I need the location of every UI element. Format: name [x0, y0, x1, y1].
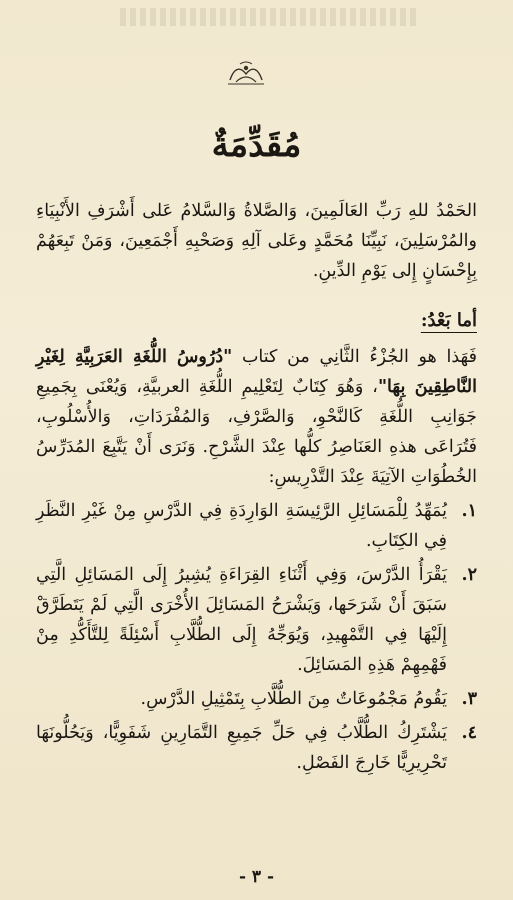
- section-heading: أما بَعْدُ:: [420, 310, 477, 331]
- book-title: "دُرُوسُ اللُّغَةِ العَرَبِيَّةِ لِغَيْرِ النَّاطِقِينَ بِهَا": [36, 347, 477, 397]
- list-item: [36, 718, 477, 778]
- list-item: [36, 560, 477, 680]
- step-text: يَقُومُ مَجْمُوعَاتٌ مِنَ الطُّلَّابِ بِتَمْثِيلِ الدَّرْسِ.: [140, 689, 447, 709]
- step-number: ١.: [461, 501, 477, 521]
- intro-text-start: فَهَذا هو الجُزْءُ الثَّانِي من كتاب: [232, 347, 477, 367]
- list-item: [36, 496, 477, 556]
- step-text: يُمَهِّدُ لِلْمَسَائِلِ الرَّئِيسَةِ الوَارِدَةِ فِي الدَّرْسِ مِنْ غَيْرِ النَّظَرِ فِي الكِتَابِ.: [36, 501, 447, 551]
- list-item: [36, 684, 477, 714]
- step-text: يَقْرَأُ الدَّرْسَ، وَفِي أَثْنَاءِ القِرَاءَةِ يُشِيرُ إِلَى المَسَائِلِ الَّتِي سَبَقَ أَنْ شَرَحَها، وَيَشْرَحُ المَسَائِلَ الأُخْرَى الَّتِي لَمْ يَتَطَرَّقْ إِلَيْهَا فِي التَّمْهِيدِ، وَيُوَجِّهُ إِلَى الطُّلَّابِ أَسْئِلَةً لِلتَّأَكُّدِ مِنْ فَهْمِهِمْ هَذِهِ المَسَائِلَ.: [36, 565, 447, 675]
- step-text: يَشْتَرِكُ الطُّلَّابُ فِي حَلِّ جَمِيعِ التَّمَارِينِ شَفَوِيًّا، وَيَحُلُّونَهَا تَحْرِيرِيًّا خَارِجَ الفَصْلِ.: [36, 723, 447, 773]
- step-number: ٤.: [461, 723, 477, 743]
- show-through-text: [120, 8, 420, 26]
- steps-list: [36, 496, 477, 778]
- ornament-icon: [226, 60, 266, 88]
- step-number: ٣.: [461, 689, 477, 709]
- page-number: - ٣ -: [238, 867, 275, 887]
- opening-paragraph: الحَمْدُ للهِ رَبِّ العَالَمِينَ، وَالصَّلاةُ وَالسَّلامُ عَلى أَشْرَفِ الأَنْبِيَاءِ والمُرْسَلِينَ، نَبِيِّنَا مُحَمَّدٍ وعَلى آلِهِ وَصَحْبِهِ أَجْمَعِينَ، وَمَنْ تَبِعَهُمْ بِإِحْسَانٍ إِلى يَوْمِ الدِّينِ.: [36, 201, 477, 281]
- page-title: مُقَدِّمَةٌ: [211, 125, 302, 165]
- page-body: [36, 196, 477, 782]
- intro-text-end: ، وَهُوَ كِتَابٌ لِتَعْلِيمِ اللُّغَةِ العربيَّةِ، وَيُعْنَى بِجَمِيعِ جَوَانِبِ اللُّغَةِ كَالنَّحْوِ، وَالصَّرْفِ، وَالمُفْرَدَاتِ، وَالأُسْلُوبِ، فَتُرَاعَى هذهِ العَنَاصِرُ كلُّها عِنْدَ الشَّرْحِ. وَنَرَى أَنْ يَتَّبِعَ المُدَرِّسُ الخُطُوَاتِ الآتِيَةَ عِنْدَ التَّدْرِيسِ:: [36, 377, 477, 487]
- step-number: ٢.: [461, 565, 477, 585]
- intro-paragraph: [36, 342, 477, 492]
